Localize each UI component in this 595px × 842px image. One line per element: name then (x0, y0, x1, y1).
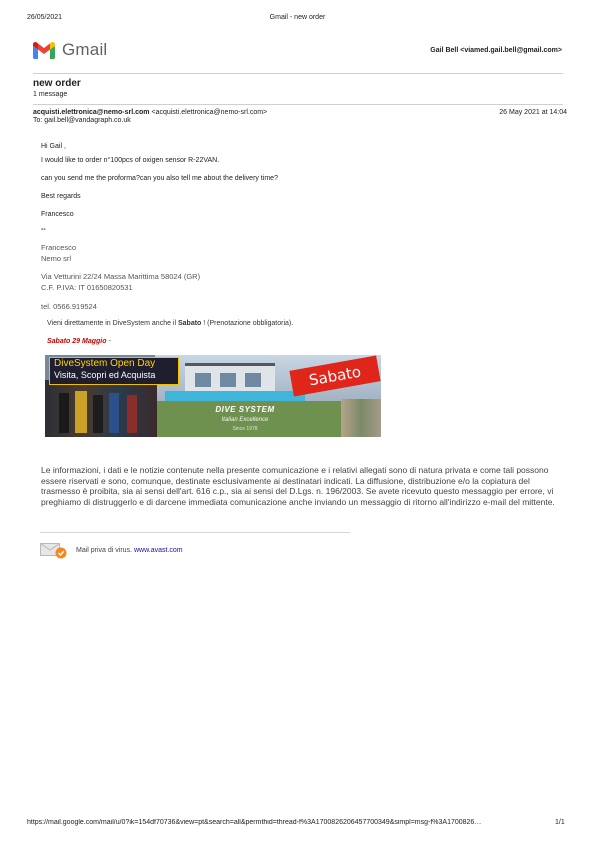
avast-link[interactable]: www.avast.com (133, 547, 183, 554)
thread-subject: new order (33, 78, 81, 89)
banner-wetsuit-red (127, 395, 137, 433)
banner-window (195, 373, 211, 387)
body-line-order: I would like to order n°100pcs of oxigen sensor R-22VAN. (41, 157, 220, 164)
legal-disclaimer: Le informazioni, i dati e le notizie contenute nella presente comunicazione e i relativi allegati sono di natura privata e come tali possono essere riservati e sono, comunque, destinate esclusivamente ai destinatari indicati. La diffusione, distribuzione e/o la copiatura del trasmesso è proibita, sia ai sensi dell'art. 616 c.p., sia ai sensi del D.Lgs. n. 196/2003. Se avete ricevuto questo messaggio per errore, vi preghiamo di distruggerlo e di darcene immediata comunicazione anche inviando un messaggio di ritorno all'indirizzo e-mail del mittente. (41, 465, 555, 507)
account-label: Gail Bell <viamed.gail.bell@gmail.com> (430, 47, 562, 54)
body-sign-name: Francesco (41, 211, 74, 218)
body-line-proforma: can you send me the proforma?can you also tell me about the delivery time? (41, 175, 278, 182)
banner-title-box (49, 357, 179, 385)
promo-dash: - (106, 338, 111, 345)
banner-window (220, 373, 236, 387)
signature-name: Francesco (41, 243, 77, 252)
banner-wetsuit (59, 393, 69, 433)
sender-email: <acquisti.elettronica@nemo-srl.com> (151, 109, 268, 116)
sender-name: acquisti.elettronica@nemo-srl.com (33, 109, 150, 116)
print-url: https://mail.google.com/mail/u/0?ik=154df70736&view=pt&search=all&permthid=thread-f%3A1700826206457700349&simpl=msg-f%3A1700826… (27, 819, 482, 826)
promo-prefix: Vieni direttamente in DiveSystem anche il (47, 320, 178, 327)
signature-tel: tel. 0566.919524 (41, 302, 97, 311)
header-divider (33, 73, 563, 74)
gmail-logo-icon (33, 42, 55, 59)
print-page-number: 1/1 (555, 819, 565, 826)
envelope-check-icon (40, 543, 68, 559)
banner-bcd-yellow (75, 391, 87, 433)
divesystem-banner-image[interactable] (45, 355, 381, 437)
banner-wetsuit (93, 395, 103, 433)
promo-suffix: ! (Prenotazione obbligatoria). (201, 320, 294, 327)
sender (33, 109, 267, 116)
print-date: 26/05/2021 (27, 14, 63, 21)
recipient: To: gail.bell@vandagraph.co.uk (33, 117, 131, 124)
print-title: Gmail - new order (269, 14, 326, 21)
promo-bold: Sabato (178, 320, 202, 327)
signature-address: Via Vetturini 22/24 Massa Marittima 58024 (GR) (41, 272, 201, 281)
avast-text: Mail priva di virus. (76, 547, 134, 554)
signature-vat: C.F. P.IVA: IT 01650820531 (41, 283, 133, 292)
avast-line (76, 547, 183, 554)
banner-since: Since 1978 (232, 426, 258, 432)
banner-sabato-ribbon: Sabato (289, 356, 380, 397)
signature-separator: -- (41, 226, 46, 233)
gmail-wordmark: Gmail (62, 40, 108, 59)
banner-logo: DIVE SYSTEM (215, 405, 275, 414)
banner-visitors (341, 399, 381, 437)
promo-date-line (47, 338, 111, 345)
banner-subtitle: Visita, Scopri ed Acquista (54, 370, 156, 380)
body-regards: Best regards (41, 193, 81, 200)
signature-company: Nemo srl (41, 254, 72, 263)
banner-wetsuit-blue (109, 393, 119, 433)
greeting: Hi Gail , (41, 143, 66, 150)
banner-pool (165, 391, 305, 401)
banner-title: DiveSystem Open Day (54, 358, 156, 369)
promo-date: Sabato 29 Maggio (47, 338, 107, 345)
promo-line (47, 320, 293, 327)
avast-divider (40, 532, 350, 533)
message-count: 1 message (33, 91, 68, 98)
message-timestamp: 26 May 2021 at 14:04 (499, 109, 567, 116)
banner-tagline: Italian Excellence (221, 417, 269, 423)
banner-window (245, 373, 261, 387)
thread-divider (33, 104, 563, 105)
